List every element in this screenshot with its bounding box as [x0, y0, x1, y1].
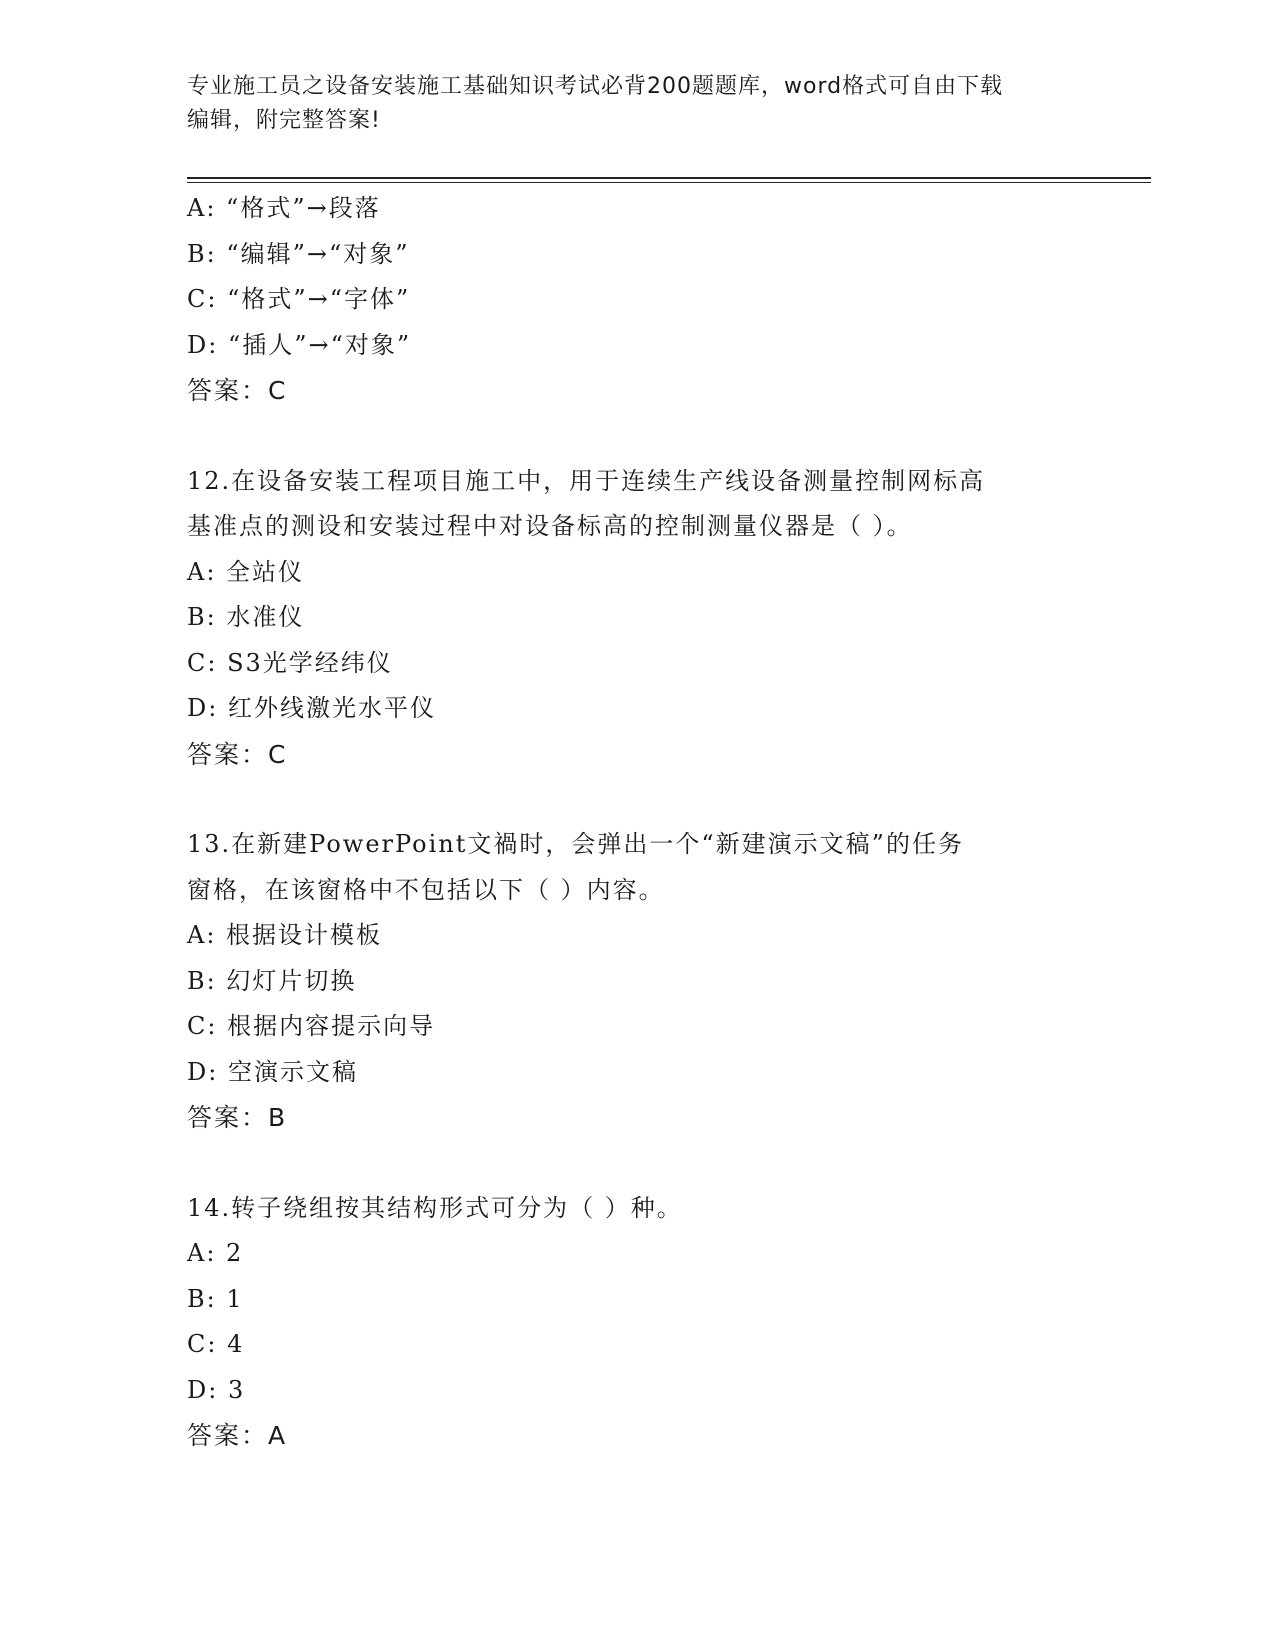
header-title-line-1: 专业施工员之设备安装施工基础知识考试必背200题题库，word格式可自由下载 [187, 74, 1004, 99]
option-d: D: 空演示文稿 [187, 1057, 358, 1086]
question-spacer [187, 414, 1087, 459]
option-b: B: “编辑”→“对象” [187, 239, 410, 268]
option-d: D: 红外线激光水平仪 [187, 694, 436, 722]
answer-line: 答案：C [187, 376, 288, 405]
question-list [187, 186, 1087, 1459]
question-spacer [187, 777, 1087, 822]
answer-line: 答案：A [187, 1421, 288, 1450]
answer-line: 答案：C [187, 739, 288, 769]
header-divider [187, 177, 1151, 183]
option-c: C: 根据内容提示向导 [187, 1012, 436, 1040]
option-b: B: 水准仪 [187, 603, 305, 631]
question-11-continued [187, 186, 1087, 414]
question-stem: 12.在设备安装工程项目施工中，用于连续生产线设备测量控制网标高 [187, 466, 986, 495]
option-a: A: 2 [187, 1239, 244, 1267]
option-b: B: 1 [187, 1284, 244, 1313]
question-stem: 14.转子绕组按其结构形式可分为（ ）种。 [187, 1193, 683, 1222]
document-header [187, 70, 1067, 138]
option-a: A: “格式”→段落 [187, 194, 381, 222]
option-d: D: 3 [187, 1375, 246, 1404]
question-spacer [187, 1141, 1087, 1186]
option-b: B: 幻灯片切换 [187, 966, 357, 995]
question-14 [187, 1186, 1087, 1459]
header-title-line-2: 编辑，附完整答案! [187, 108, 381, 133]
option-c: C: “格式”→“字体” [187, 285, 411, 313]
option-a: A: 全站仪 [187, 557, 305, 586]
option-a: A: 根据设计模板 [187, 921, 383, 949]
question-12 [187, 459, 1087, 778]
answer-line: 答案：B [187, 1103, 288, 1132]
question-13 [187, 822, 1087, 1141]
option-c: C: 4 [187, 1330, 245, 1358]
option-c: C: S3光学经纬仪 [187, 648, 393, 677]
question-stem: 窗格，在该窗格中不包括以下（ ）内容。 [187, 875, 665, 904]
option-d: D: “插人”→“对象” [187, 330, 412, 359]
question-stem: 13.在新建PowerPoint文禍时，会弹出一个“新建演示文稿”的任务 [187, 830, 964, 858]
question-stem: 基准点的测设和安装过程中对设备标高的控制测量仪器是（ ）。 [187, 512, 913, 540]
